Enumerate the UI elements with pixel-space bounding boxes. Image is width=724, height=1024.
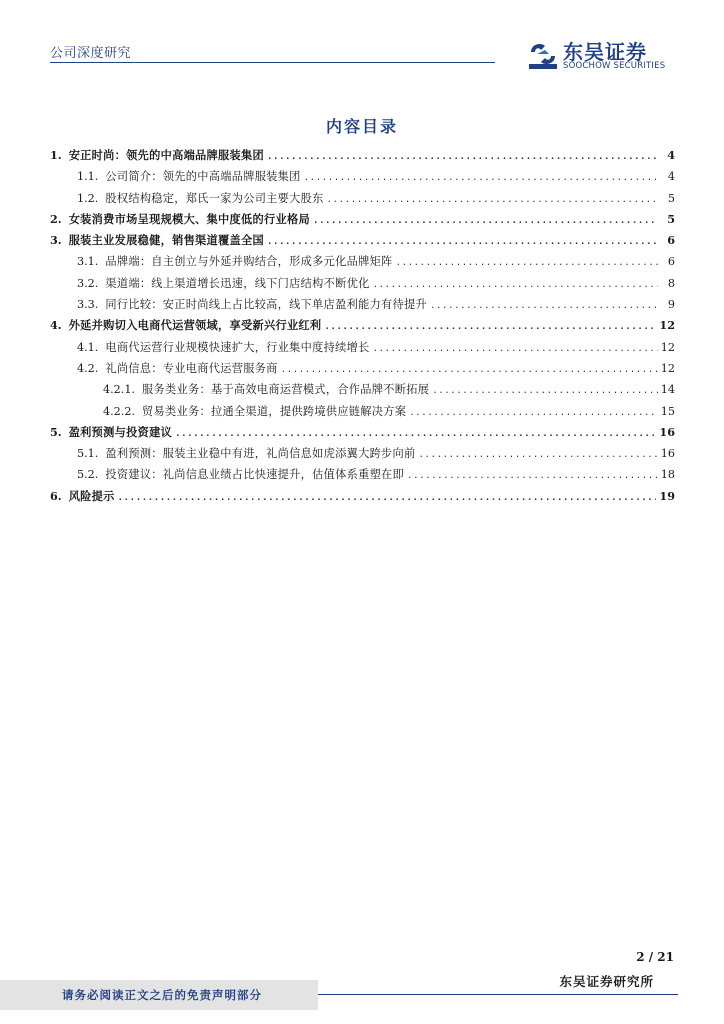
- toc-entry[interactable]: [50, 401, 675, 422]
- toc-entry-number: 1.1.: [77, 170, 99, 184]
- soochow-logo-icon: [527, 38, 559, 70]
- toc-entry-page: 9: [667, 298, 675, 312]
- toc-entry-title: 投资建议：礼尚信息业绩占比快速提升，估值体系重塑在即: [105, 468, 405, 482]
- toc-entry-number: 3.1.: [77, 255, 99, 269]
- toc-entry-page: 16: [660, 447, 675, 461]
- toc-dot-leader: [419, 445, 658, 466]
- toc-entry-number: 3.2.: [77, 276, 99, 290]
- toc-entry[interactable]: [50, 443, 675, 464]
- toc-entry[interactable]: [50, 166, 675, 187]
- toc-entry-title: 股权结构稳定，郑氏一家为公司主要大股东: [105, 191, 324, 205]
- page-number: 2 / 21: [636, 950, 674, 964]
- toc-dot-leader: [267, 147, 658, 168]
- footer-disclaimer: 请务必阅读正文之后的免责声明部分: [62, 988, 262, 1002]
- toc-dot-leader: [267, 232, 658, 253]
- footer-company-name: 东吴证券研究所: [559, 974, 654, 989]
- toc-entry-number: 6.: [50, 488, 62, 503]
- toc-entry-page: 18: [660, 468, 675, 482]
- toc-entry-page: 12: [660, 361, 675, 375]
- toc-entry-page: 4: [667, 170, 675, 184]
- toc-entry[interactable]: [50, 230, 675, 251]
- table-of-contents: [50, 145, 675, 507]
- toc-entry-title: 同行比较：安正时尚线上占比较高，线下单店盈利能力有待提升: [105, 298, 428, 312]
- toc-entry-number: 4.2.2.: [103, 404, 136, 418]
- toc-entry-page: 14: [660, 383, 675, 397]
- toc-title: 内容目录: [325, 117, 398, 136]
- footer-divider: [318, 994, 678, 995]
- toc-entry-title: 风险提示: [68, 488, 115, 503]
- toc-entry-number: 3.: [50, 233, 62, 248]
- toc-entry[interactable]: [50, 358, 675, 379]
- report-type-label: 公司深度研究: [50, 46, 132, 61]
- toc-dot-leader: [409, 403, 658, 424]
- toc-entry-title: 盈利预测与投资建议: [68, 424, 173, 439]
- toc-entry-title: 安正时尚：领先的中高端品牌服装集团: [68, 148, 264, 162]
- toc-entry-number: 4.: [50, 318, 62, 333]
- company-logo: [527, 38, 677, 74]
- toc-entry-title: 礼尚信息：专业电商代运营服务商: [105, 361, 278, 375]
- header-divider: [50, 62, 495, 63]
- toc-entry[interactable]: [50, 294, 675, 315]
- toc-entry-page: 12: [659, 318, 675, 333]
- toc-entry-title: 贸易类业务：拉通全渠道，提供跨境供应链解决方案: [142, 404, 407, 418]
- toc-dot-leader: [304, 168, 658, 189]
- toc-dot-leader: [396, 253, 658, 274]
- toc-entry[interactable]: [50, 145, 675, 166]
- toc-entry-number: 5.2.: [77, 468, 99, 482]
- logo-english-name: SOOCHOW SECURITIES: [563, 61, 666, 71]
- toc-entry-title: 外延并购切入电商代运营领域，享受新兴行业红利: [68, 318, 322, 333]
- toc-entry[interactable]: [50, 273, 675, 294]
- toc-entry[interactable]: [50, 379, 675, 400]
- toc-entry[interactable]: [50, 422, 675, 443]
- toc-dot-leader: [373, 275, 658, 296]
- toc-entry-title: 服装主业发展稳健，销售渠道覆盖全国: [68, 233, 264, 248]
- toc-entry-page: 19: [659, 488, 675, 503]
- toc-entry-page: 4: [667, 148, 675, 162]
- toc-dot-leader: [373, 339, 658, 360]
- toc-entry-number: 4.2.1.: [103, 383, 136, 397]
- toc-entry-title: 电商代运营行业规模快速扩大，行业集中度持续增长: [105, 340, 370, 354]
- toc-entry-page: 16: [659, 424, 675, 439]
- toc-entry-number: 1.: [50, 148, 62, 162]
- toc-entry-page: 12: [660, 340, 675, 354]
- toc-entry[interactable]: [50, 315, 675, 336]
- toc-entry-title: 公司简介：领先的中高端品牌服装集团: [105, 170, 301, 184]
- toc-entry-number: 4.2.: [77, 361, 99, 375]
- toc-entry-number: 2.: [50, 211, 62, 226]
- toc-entry[interactable]: [50, 188, 675, 209]
- toc-dot-leader: [324, 317, 656, 338]
- toc-entry[interactable]: [50, 486, 675, 507]
- toc-dot-leader: [281, 360, 658, 381]
- toc-entry[interactable]: [50, 337, 675, 358]
- toc-entry-number: 1.2.: [77, 191, 99, 205]
- toc-entry-title: 渠道端：线上渠道增长迅速，线下门店结构不断优化: [105, 276, 370, 290]
- toc-entry-page: 5: [667, 191, 675, 205]
- toc-entry-number: 5.: [50, 424, 62, 439]
- toc-entry-title: 盈利预测：服装主业稳中有进，礼尚信息如虎添翼大跨步向前: [105, 447, 416, 461]
- toc-entry-title: 女装消费市场呈现规模大、集中度低的行业格局: [68, 211, 310, 226]
- toc-dot-leader: [407, 466, 658, 487]
- toc-entry-number: 5.1.: [77, 447, 99, 461]
- toc-entry-page: 5: [667, 211, 675, 226]
- toc-entry-page: 6: [667, 233, 675, 248]
- toc-entry-title: 品牌端：自主创立与外延并购结合，形成多元化品牌矩阵: [105, 255, 393, 269]
- toc-entry-page: 6: [667, 255, 675, 269]
- toc-entry-page: 15: [660, 404, 675, 418]
- toc-entry[interactable]: [50, 209, 675, 230]
- toc-entry-number: 4.1.: [77, 340, 99, 354]
- toc-dot-leader: [327, 190, 658, 211]
- toc-dot-leader: [432, 381, 658, 402]
- toc-dot-leader: [118, 488, 657, 509]
- toc-entry-page: 8: [667, 276, 675, 290]
- logo-chinese-name: 东吴证券: [563, 40, 647, 64]
- toc-dot-leader: [430, 296, 658, 317]
- toc-entry[interactable]: [50, 464, 675, 485]
- toc-entry-title: 服务类业务：基于高效电商运营模式，合作品牌不断拓展: [142, 383, 430, 397]
- toc-dot-leader: [175, 424, 656, 445]
- toc-dot-leader: [313, 211, 658, 232]
- toc-entry[interactable]: [50, 251, 675, 272]
- toc-entry-number: 3.3.: [77, 298, 99, 312]
